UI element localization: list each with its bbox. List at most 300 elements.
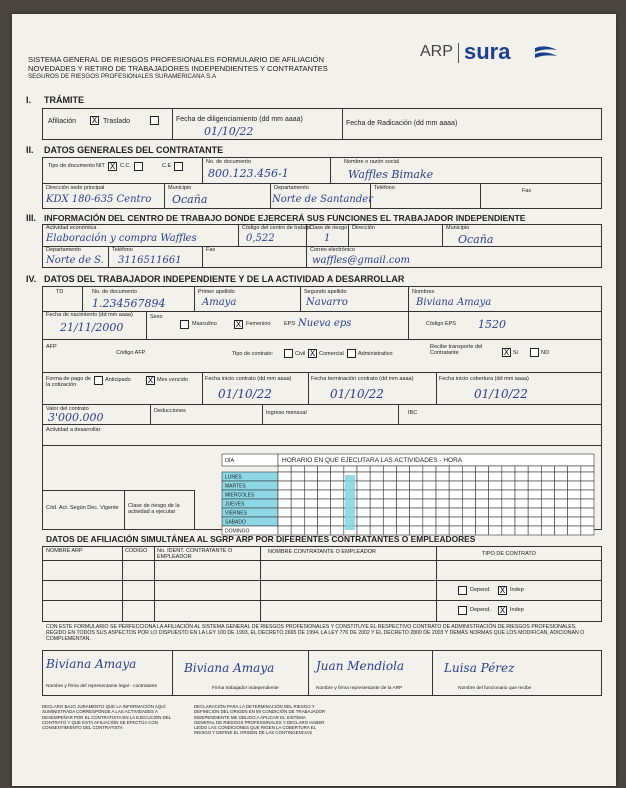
hour-cell [581,508,594,517]
hour-cell [568,517,581,526]
hour-cell [541,490,554,499]
fax-label: Fax [522,188,532,194]
nombres-label: Nombres [412,289,435,295]
direccion-sede-label: Dirección sede principal [46,185,105,191]
hour-cell [449,490,462,499]
fecha-cobertura-label: Fecha inicio cobertura (dd mm aaaa) [439,376,529,382]
femenino-label: Femenino [246,321,271,327]
transporte-si-label: Si [513,350,518,356]
hour-cell [515,490,528,499]
hour-cell [397,490,410,499]
comercial-checkbox[interactable]: X [309,349,316,358]
no-documento-value[interactable]: 800.123.456-1 [208,167,289,180]
hour-cell [331,481,344,490]
fecha-nacimiento-label: Fecha de nacimiento (dd mm aaaa) [46,312,133,318]
hour-cell [555,472,568,481]
telefono-3-value[interactable]: 3116511661 [118,255,182,266]
hour-cell [449,508,462,517]
hour-cell [528,490,541,499]
departamento-value[interactable]: Norte de Santander [272,194,373,205]
masculino-checkbox[interactable] [180,320,189,329]
tipo-contrato-label: Tipo de contrato: [232,351,274,357]
fecha-inicio-label: Fecha inicio contrato (dd mm aaaa) [205,376,292,382]
hour-cell [462,481,475,490]
hour-cell [462,472,475,481]
departamento-3-label: Departamento [46,247,81,253]
hour-cell [502,508,515,517]
ingreso-mensual-label: Ingreso mensual [266,410,307,416]
signature-trabajador-label: Firma trabajador independiente [212,686,279,691]
hour-cell [357,481,370,490]
hour-cell [581,481,594,490]
hour-cell [383,508,396,517]
hour-cell [462,490,475,499]
no-documento-4-label: No. de documento [92,289,137,295]
hour-header-cell [423,466,436,472]
hour-cell [489,526,502,535]
depend-label-1: Depend. [470,587,491,593]
hour-cell [502,472,515,481]
hour-cell [528,481,541,490]
fecha-radicacion-label: Fecha de Radicación (dd mm aaaa) [346,120,458,127]
ce-label: C.E [162,163,172,169]
hour-cell [423,499,436,508]
codigo-eps-value[interactable]: 1520 [478,318,506,331]
hour-header-cell [357,466,370,472]
hour-cell [581,499,594,508]
anticipado-label: Anticipado [105,377,131,383]
section-4-number: IV. [26,274,37,284]
codigo-afp-label: Código AFP [116,350,146,356]
hour-cell [541,499,554,508]
municipio-label: Municipio [168,185,192,191]
hour-cell [568,481,581,490]
telefono-3-label: Teléfono [112,247,133,253]
hour-cell [410,490,423,499]
hour-cell [555,517,568,526]
hour-cell [331,490,344,499]
hour-cell [357,508,370,517]
hour-header-cell [541,466,554,472]
hour-cell [397,472,410,481]
indep-checkbox-2[interactable]: X [499,606,506,615]
sura-logo-icon [533,44,559,62]
section-4-title: DATOS DEL TRABAJADOR INDEPENDIENTE Y DE LA ACTIVIDAD A DESARROLLAR [44,274,405,284]
hour-cell [383,517,396,526]
hour-cell [278,481,291,490]
hour-cell [397,481,410,490]
indep-label-2: Indep [510,607,524,613]
hour-cell [318,490,331,499]
mes-vencido-checkbox[interactable]: X [147,376,154,385]
hour-cell [581,472,594,481]
femenino-checkbox[interactable]: X [235,320,242,329]
hour-cell [436,499,449,508]
hour-cell [436,472,449,481]
hour-cell [370,481,383,490]
hour-cell [331,508,344,517]
hour-cell [278,499,291,508]
municipio-3-value[interactable]: Ocaña [458,233,494,246]
hour-cell [291,499,304,508]
hour-cell [581,490,594,499]
hour-cell [568,472,581,481]
hour-cell [370,517,383,526]
hour-cell [278,517,291,526]
comercial-label: Comercial [319,351,344,357]
hour-cell [423,517,436,526]
hour-header-cell [370,466,383,472]
depend-checkbox-1[interactable] [458,586,467,595]
hour-cell [555,526,568,535]
signature-arp-label: Nombre y firma representante de la ARP [316,686,403,691]
hour-cell [568,508,581,517]
hour-cell [318,481,331,490]
hour-cell [357,499,370,508]
hour-cell [528,517,541,526]
municipio-value[interactable]: Ocaña [172,193,208,206]
afp-label: AFP [46,344,57,350]
hour-cell [515,517,528,526]
hour-cell [476,517,489,526]
hour-cell [383,499,396,508]
trabajador-box [42,286,602,446]
civil-label: Civil [295,351,306,357]
actividad-economica-value[interactable]: Elaboración y compra Waffles [46,233,197,244]
transporte-si-checkbox[interactable]: X [503,348,510,357]
fecha-cobertura-value[interactable]: 01/10/22 [474,387,528,401]
telefono-label: Teléfono [374,185,395,191]
razon-social-value[interactable]: Waffles Bimake [348,168,434,181]
dia-header-label: DÍA [225,458,235,464]
nombre-contratante-header: NOMBRE CONTRATANTE O EMPLEADOR [268,549,376,555]
anticipado-checkbox[interactable] [94,376,103,385]
cc-checkbox[interactable] [134,162,143,171]
fecha-terminacion-value[interactable]: 01/10/22 [330,387,384,401]
hour-cell [383,472,396,481]
hour-cell [502,517,515,526]
hour-cell [370,499,383,508]
hour-cell [581,517,594,526]
departamento-3-value[interactable]: Norte de S. [46,255,104,266]
hour-header-cell [291,466,304,472]
hour-cell [462,508,475,517]
hour-cell [331,472,344,481]
hour-cell [462,517,475,526]
eps-value[interactable]: Nueva eps [298,318,352,329]
hour-cell [331,517,344,526]
highlight-mark [345,475,355,530]
hour-cell [436,508,449,517]
hour-cell [476,508,489,517]
signature-funcionario-label: Nombre del funcionario que recibe [458,686,532,691]
hour-header-cell [568,466,581,472]
hour-header-cell [331,466,344,472]
tipo-contrato-header: TIPO DE CONTRATO [482,551,536,557]
horario-grid [222,454,594,535]
hour-cell [502,499,515,508]
hour-cell [528,508,541,517]
hour-cell [423,481,436,490]
hour-cell [410,508,423,517]
hour-cell [278,508,291,517]
hour-header-cell [344,466,357,472]
hour-header-cell [383,466,396,472]
primer-apellido-label: Primer apellido [198,289,235,295]
section-5-title: DATOS DE AFILIACIÓN SIMULTÁNEA AL SGRP ARP POR DIFERENTES CONTRATANTES O EMPLEADORES [46,534,476,544]
hour-cell [489,472,502,481]
fecha-diligenciamiento-label: Fecha de diligenciamiento (dd mm aaaa) [176,116,303,123]
hour-cell [304,517,317,526]
hour-header-cell [462,466,475,472]
transporte-no-label: NO [541,350,550,356]
hour-cell [515,499,528,508]
fecha-inicio-value[interactable]: 01/10/22 [218,387,272,401]
signature-funcionario[interactable]: Luisa Pérez [444,661,515,675]
hour-cell [410,517,423,526]
hour-cell [541,526,554,535]
hour-cell [449,499,462,508]
section-3-number: III. [26,213,37,223]
actividad-desarrollar-label: Actividad a desarrollar [46,427,101,433]
horario-header-label: HORARIO EN QUE EJECUTARA LAS ACTIVIDADES - HORA [282,457,463,464]
hour-header-cell [528,466,541,472]
hour-cell [370,508,383,517]
hour-header-cell [436,466,449,472]
hour-cell [476,472,489,481]
no-documento-4-value[interactable]: 1.234567894 [92,297,166,310]
hour-cell [541,517,554,526]
logo-divider [458,43,459,63]
hour-cell [304,490,317,499]
header-line1: SISTEMA GENERAL DE RIESGOS PROFESIONALES FORMULARIO DE AFILIACIÓN [28,55,324,64]
header-line3: SEGUROS DE RIESGOS PROFESIONALES SURAMERICANA S.A [28,73,217,80]
hour-header-cell [278,466,291,472]
hour-cell [383,481,396,490]
hour-cell [291,508,304,517]
correo-label: Correo electrónico [310,247,355,253]
day-label: JUEVES [225,501,245,508]
hour-cell [555,481,568,490]
hour-header-cell [502,466,515,472]
header-line2: NOVEDADES Y RETIRO DE TRABAJADORES INDEPENDIENTES Y CONTRATANTES [28,64,328,73]
hour-cell [462,499,475,508]
hour-cell [541,508,554,517]
hour-cell [489,508,502,517]
hour-cell [318,517,331,526]
hour-cell [515,508,528,517]
correo-value[interactable]: waffles@gmail.com [312,255,410,266]
section-2-number: II. [26,145,34,155]
hour-cell [291,481,304,490]
tipo-documento-label: Tipo de documento [48,163,95,169]
clase-riesgo-value[interactable]: 1 [324,233,331,244]
declaracion-juramento: DECLARO BAJO JURAMENTO QUE LA INFORMACIÓN AQUÍ SUMINISTRADA CORRESPONDE A LAS ACTIVIDADES A DESEMPEÑAR POR EL CONTRATISTA EN LA EJECUCIÓN DEL CONTRATO Y QUE ESTA AFILIACIÓN SE EFECTÚA CON CONSENTIMIENTO DEL CONTRATISTA [42,704,172,731]
hour-cell [555,508,568,517]
hour-cell [489,481,502,490]
hour-cell [436,490,449,499]
hour-cell [410,481,423,490]
nit-checkbox[interactable]: X [109,162,116,171]
hour-cell [331,499,344,508]
hour-cell [357,472,370,481]
valor-contrato-label: Valor del contrato [46,406,89,412]
forma-pago-label: Forma de pago de la cotización [46,376,91,389]
signature-representante[interactable]: Biviana Amaya [46,657,137,671]
hour-cell [410,499,423,508]
afiliacion-label: Afiliación [48,118,77,125]
hour-cell [568,499,581,508]
hour-cell [318,472,331,481]
codigo-header: CODIGO [125,548,148,554]
declaracion-riesgo: DECLARACIÓN PARA LA DETERMINACIÓN DEL RIESGO Y DEFINICIÓN DEL ORIGEN EN MI CONDICIÓN DE TRABAJADOR INDEPENDIENTE ME OBLIGO A APLICAR EL SISTEMA GENERAL DE RIESGOS PROFESIONALES Y DECLARO HABER LEÍDO LAS CONDICIONES QUE RIGEN LA COBERTURA EL RIESGO Y DEFINE EL ORIGEN DE LAS CONTINGENCIAS [194,704,326,736]
hour-cell [541,472,554,481]
hour-cell [304,472,317,481]
fax-3-label: Fax [206,247,216,253]
primer-apellido-value[interactable]: Amaya [202,297,237,308]
eps-label: EPS [284,321,296,327]
signature-representante-label: Nombre y firma del representante legal - contratante [46,684,158,689]
section-1-title: TRÁMITE [44,95,84,105]
hour-cell [357,490,370,499]
fecha-terminacion-label: Fecha terminación contrato (dd mm aaaa) [311,376,414,382]
hour-cell [502,481,515,490]
hour-cell [555,499,568,508]
section-3-title: INFORMACIÓN DEL CENTRO DE TRABAJO DONDE EJERCERÁ SUS FUNCIONES EL TRABAJADOR INDEPENDIENTE [44,213,526,223]
fecha-nacimiento-value[interactable]: 21/11/2000 [60,321,124,334]
departamento-label: Departamento [274,185,309,191]
hour-cell [278,472,291,481]
ce-checkbox[interactable] [174,162,183,171]
hour-cell [528,526,541,535]
hour-cell [291,472,304,481]
hour-cell [449,517,462,526]
traslado-checkbox[interactable] [150,116,159,125]
hour-cell [489,490,502,499]
codigo-centro-value[interactable]: 0,522 [246,233,275,244]
day-label: VIERNES [225,510,247,517]
administrativo-checkbox[interactable] [347,349,356,358]
codigo-centro-label: Código del centro de trabajo [242,225,312,231]
signature-trabajador[interactable]: Biviana Amaya [184,661,275,675]
hour-cell [476,499,489,508]
section-1-number: I. [26,95,32,105]
logo-arp: ARP [420,43,453,60]
legal-text: CON ESTE FORMULARIO SE PERFECCIONA LA AFILIACIÓN AL SISTEMA GENERAL DE RIESGOS PROFESIONALES Y CONSTITUYE EL RESPECTIVO CONTRATO DE ADMINISTRACIÓN DE RIESGOS PROFESIONALES, REGIDO EN TODOS SUS ASPECTOS POR LO DISPUESTO EN LA LEY 100 DE 1993, EL DECRETO 2665 DE 1994, LA LEY 776 DE 2002 Y EL DECRETO 2800 DE 2003 Y DEMÁS NORMAS QUE LOS MODIFICAN, ADICIONAN O COMPLEMENTAN. [46,624,585,642]
segundo-apellido-label: Segundo apellido [304,289,347,295]
hour-cell [515,481,528,490]
valor-contrato-value[interactable]: 3'000.000 [48,411,104,424]
hour-cell [383,490,396,499]
day-label: MIERCOLES [225,492,255,499]
hour-cell [318,499,331,508]
hour-cell [423,508,436,517]
hour-cell [449,472,462,481]
hour-cell [410,472,423,481]
masculino-label: Masculino [192,321,217,327]
transporte-label: Recibe transporte del Contratante [430,344,483,357]
hour-header-cell [555,466,568,472]
indep-checkbox-1[interactable]: X [499,586,506,595]
nombres-value[interactable]: Biviana Amaya [416,297,492,308]
hour-cell [370,472,383,481]
hour-cell [489,517,502,526]
no-documento-label: No. de documento [206,159,251,165]
fecha-diligenciamiento-value[interactable]: 01/10/22 [204,125,254,138]
hour-header-cell [489,466,502,472]
sexo-label: Sexo [150,314,163,320]
hour-cell [423,472,436,481]
hour-cell [318,508,331,517]
administrativo-label: Administrativo [358,351,393,357]
hour-cell [515,526,528,535]
codigo-eps-label: Código EPS [426,321,456,327]
mes-vencido-label: Mes vencido [157,377,188,383]
clase-riesgo-label: Clase de riesgo [309,225,348,231]
hour-header-cell [410,466,423,472]
municipio-3-label: Municipio [446,225,470,231]
ident-contratante-header: No. IDENT. CONTRATANTE O EMPLEADOR [157,548,233,561]
direccion-sede-value[interactable]: KDX 180-635 Centro [46,194,152,205]
cc-label: C.C. [120,163,131,169]
hour-cell [568,490,581,499]
razon-social-label: Nombre o razón social [344,159,400,165]
actividad-economica-label: Actividad económica [46,225,97,231]
hour-cell [397,517,410,526]
ibc-label: IBC [408,410,418,416]
clase-riesgo-actividad-label: Clase de riesgo de la actividad a ejecutar [128,503,180,516]
hour-cell [555,490,568,499]
hour-cell [304,499,317,508]
deducciones-label: Deducciones [154,408,186,414]
hour-cell [278,490,291,499]
traslado-label: Traslado [103,118,130,125]
hour-cell [436,481,449,490]
day-label: SABADO [225,519,246,526]
hour-cell [476,481,489,490]
hour-cell [291,490,304,499]
section-2-title: DATOS GENERALES DEL CONTRATANTE [44,145,224,155]
cod-actividad-label: Cód. Act. Según Dec. Vigente [46,505,119,511]
hour-cell [436,517,449,526]
day-label: MARTES [225,483,246,490]
direccion-label: Dirección [352,225,375,231]
hour-cell [397,508,410,517]
day-label: DOMINGO [225,528,250,535]
hour-cell [423,490,436,499]
hour-header-cell [397,466,410,472]
hour-cell [581,526,594,535]
segundo-apellido-value[interactable]: Navarro [306,297,348,308]
hour-header-cell [449,466,462,472]
td-label: TD [56,289,64,295]
civil-checkbox[interactable] [284,349,293,358]
hour-cell [304,481,317,490]
hour-cell [515,472,528,481]
hour-cell [568,526,581,535]
hour-cell [502,526,515,535]
depend-checkbox-2[interactable] [458,606,467,615]
signature-arp[interactable]: Juan Mendiola [316,659,405,673]
hour-cell [489,499,502,508]
hour-cell [370,490,383,499]
afiliacion-checkbox[interactable]: X [91,116,98,125]
hour-cell [449,481,462,490]
form-page [12,14,616,786]
transporte-no-checkbox[interactable] [530,348,539,357]
hour-cell [291,517,304,526]
hour-cell [541,481,554,490]
